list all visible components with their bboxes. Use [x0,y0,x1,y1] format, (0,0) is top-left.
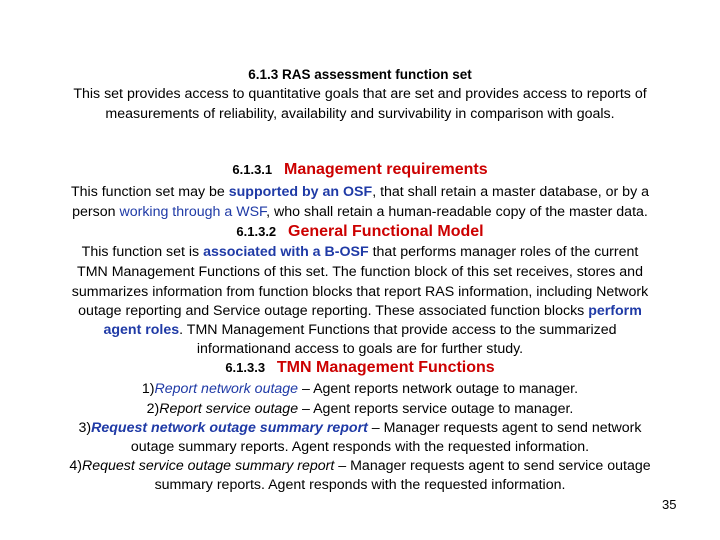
general-line-6: informationand access to goals are for further study. [196,341,524,357]
tmn-item-4-cont: summary reports. Agent responds with the requested information. [154,477,566,493]
heading-general [0,222,720,242]
intro-line-2: measurements of reliability, availability and survivability in comparison with goals. [105,106,615,122]
tmn-item-3-cont: outage summary reports. Agent responds with the requested information. [130,439,590,455]
heading-number: 6.1.3.2 [236,224,277,239]
heading-number: 6.1.3.3 [225,360,266,375]
heading-title: Management requirements [283,161,488,178]
heading-tmn [0,358,720,378]
heading-number: 6.1.3.1 [232,162,273,177]
general-line-4: outage reporting and Service outage reporting. These associated function blocks perform [78,303,642,319]
heading-title: General Functional Model [288,223,484,240]
heading-management [0,160,720,180]
tmn-item-1: 1)Report network outage – Agent reports network outage to manager. [141,381,579,397]
general-line-3: summarizes information from function blocks that report RAS information, including Network [71,284,649,300]
tmn-item-2: 2)Report service outage – Agent reports service outage to manager. [146,401,574,417]
general-line-2: TMN Management Functions of this set. The function block of this set receives, stores and [77,264,643,280]
general-line-5: agent roles. TMN Management Functions that provide access to the summarized [103,322,617,338]
tmn-item-3: 3)Request network outage summary report – Manager requests agent to send network [78,420,642,436]
heading-title: TMN Management Functions [276,359,495,376]
tmn-item-4: 4)Request service outage summary report – Manager requests agent to send service outage [69,458,651,474]
mgmt-line-2: person working through a WSF, who shall retain a human-readable copy of the master data. [72,204,648,220]
page-number: 35 [662,497,677,512]
section-title: 6.1.3 RAS assessment function set [248,67,472,82]
intro-line-1: This set provides access to quantitative goals that are set and provides access to reports of [73,86,647,102]
mgmt-line-1: This function set may be supported by an OSF, that shall retain a master database, or by a [71,184,649,200]
general-line-1: This function set is associated with a B-OSF that performs manager roles of the current [81,244,639,260]
